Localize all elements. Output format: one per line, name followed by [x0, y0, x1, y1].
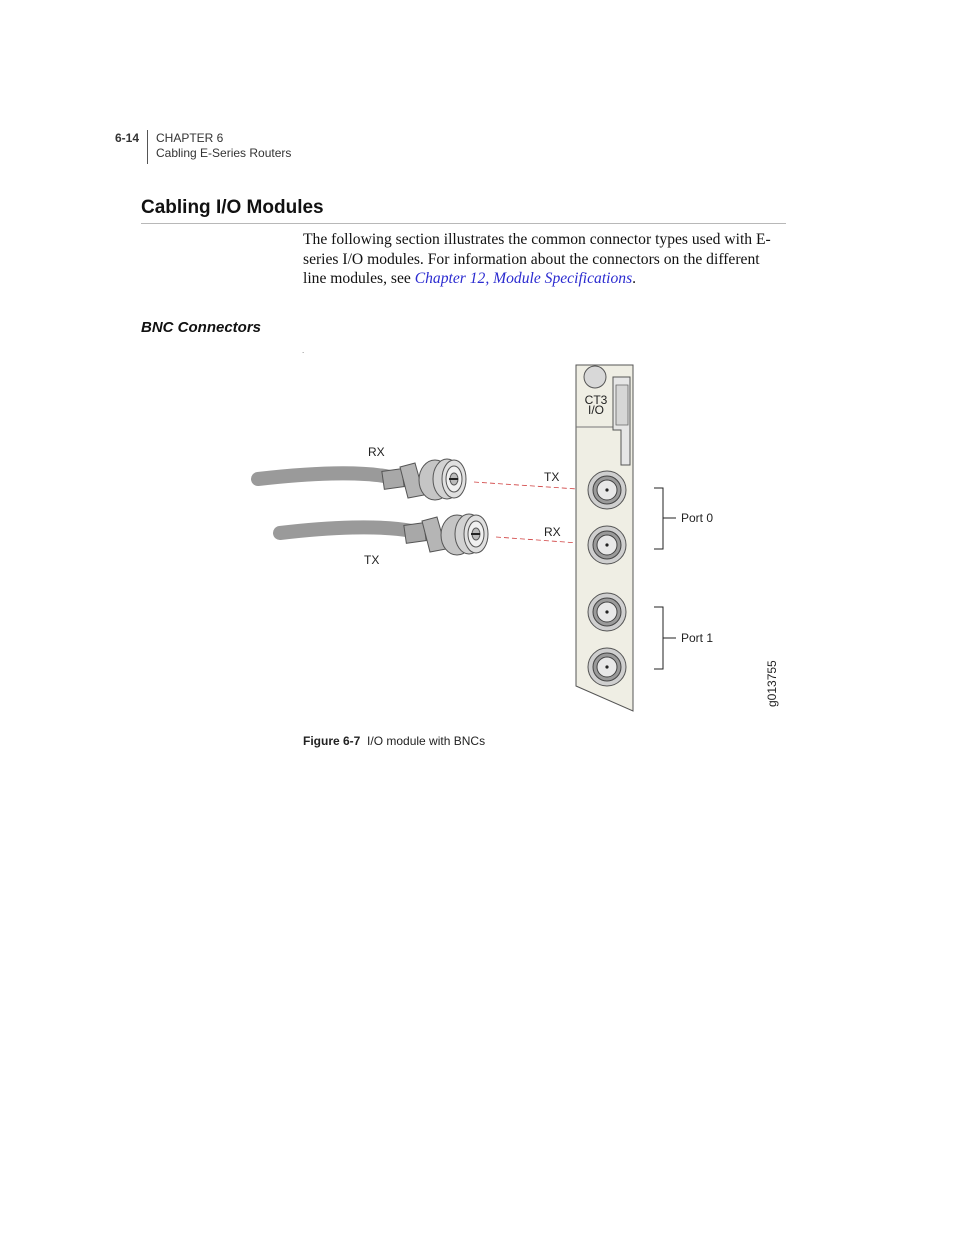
subsection-title: BNC Connectors: [141, 319, 262, 336]
page-number: 6-14: [115, 131, 140, 145]
intro-text-end: .: [632, 270, 637, 288]
cable-rx-label: RX: [368, 445, 385, 459]
section-title: Cabling I/O Modules: [141, 197, 324, 218]
io-module-figure: [240, 355, 800, 725]
chapter-12-link[interactable]: Chapter 12, Module Specifications: [414, 270, 633, 288]
bnc-port-0-tx: [588, 471, 626, 509]
chapter-title: Cabling E-Series Routers: [156, 146, 292, 160]
tx-cable: [280, 514, 488, 555]
port-0-bracket: [654, 488, 676, 549]
io-module-panel: [576, 365, 633, 711]
port-rx-label: RX: [544, 525, 561, 539]
module-label-ct3: CT3: [584, 393, 608, 407]
figure-number: Figure 6-7: [303, 734, 361, 748]
title-rule: [141, 223, 786, 224]
port-1-label: Port 1: [681, 631, 714, 645]
chapter-label: CHAPTER 6: [156, 131, 224, 145]
figure-caption-text: I/O module with BNCs: [367, 734, 486, 748]
stray-mark: .: [302, 346, 305, 355]
intro-paragraph: [303, 230, 783, 289]
bnc-port-1-rx: [588, 648, 626, 686]
bnc-port-0-rx: [588, 526, 626, 564]
rx-cable: [258, 459, 466, 500]
module-label-io: I/O: [587, 403, 605, 417]
figure-caption: [303, 734, 485, 748]
bnc-port-1-tx: [588, 593, 626, 631]
intro-text: The following section illustrates the common connector types used with E-series I/O modules. For information about the connectors on the different line modules, see: [303, 231, 771, 288]
running-header: [156, 131, 291, 161]
port-1-bracket: [654, 607, 676, 669]
port-tx-label: TX: [544, 470, 560, 484]
header-divider: [147, 130, 148, 164]
guide-line-top: [474, 482, 592, 490]
port-0-label: Port 0: [681, 511, 714, 525]
cable-tx-label: TX: [364, 553, 380, 567]
graphic-id: g013755: [765, 660, 779, 707]
